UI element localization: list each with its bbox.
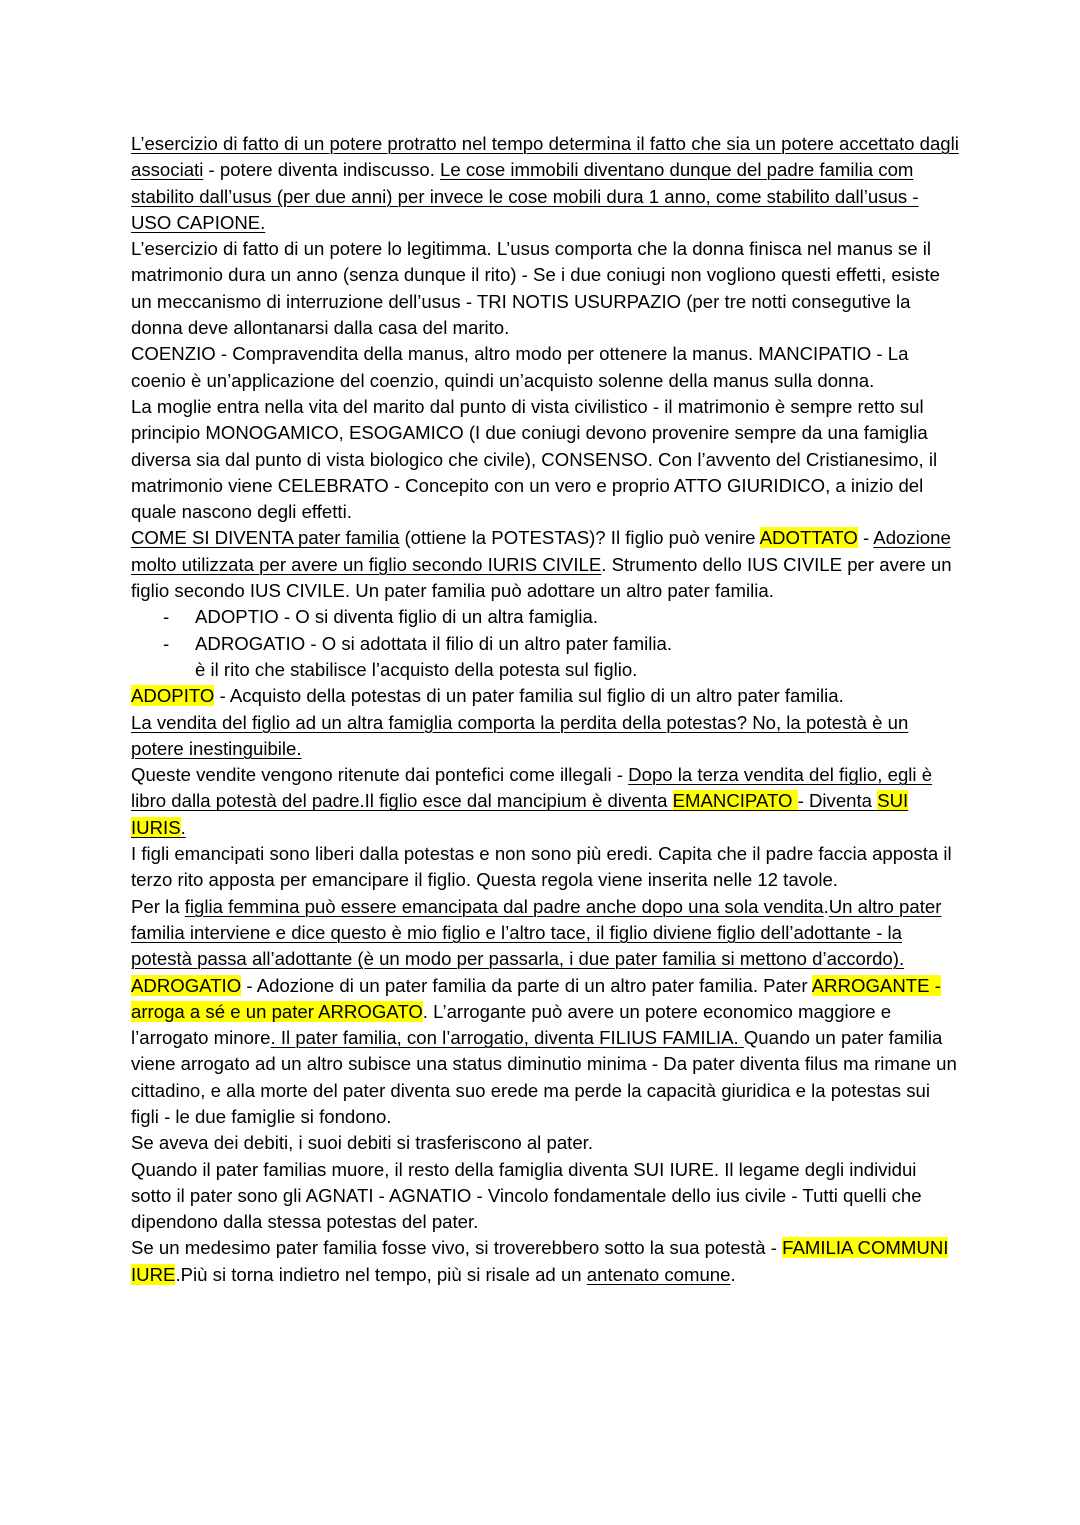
- paragraph-pater-familia: [131, 525, 961, 604]
- paragraph-usus: L’esercizio di fatto di un potere lo legitimma. L’usus comporta che la donna finisca nel manus se il matrimonio dura un anno (senza dunque il rito) - Se i due coniugi non vogliono questi effetti, esiste un meccanismo di interruzione dell’usus - TRI NOTIS USURPAZIO (per tre notti consegutive la donna deve allontanarsi dalla casa del marito.: [131, 238, 940, 339]
- highlighted-text: SUI IURIS: [131, 790, 909, 838]
- paragraph-vendita: [131, 710, 961, 763]
- text: .Più si torna indietro nel tempo, più si risale ad un: [175, 1263, 587, 1285]
- list-item: [131, 631, 961, 657]
- paragraph-usucapione: [131, 131, 961, 236]
- list-continuation: è il rito che stabilisce l’acquisto della potesta sul figlio.: [195, 658, 638, 680]
- text: Se un medesimo pater familia fosse vivo, si troverebbero sotto la sua potestà -: [131, 1237, 783, 1259]
- underlined-text: Dopo la terza vendita del figlio, egli è libro dalla potestà del padre.Il figlio esce dal mancipium è diventa: [131, 764, 933, 812]
- underlined-text: COME SI DIVENTA pater familia: [131, 527, 400, 549]
- text: - Adozione di un pater familia da parte di un altro pater familia. Pater: [241, 974, 812, 996]
- paragraph-emancipazione: [131, 762, 961, 841]
- list-dash: -: [163, 606, 170, 628]
- underlined-text: - Diventa: [797, 790, 878, 812]
- highlighted-text: ADROGATIO: [131, 974, 242, 996]
- highlighted-text: EMANCIPATO: [672, 790, 798, 812]
- text: Per la: [131, 895, 185, 917]
- highlighted-text: FAMILIA COMMUNI IURE: [131, 1237, 949, 1285]
- underlined-text: . Il pater familia, con l’arrogatio, diventa FILIUS FAMILIA.: [270, 1027, 744, 1049]
- list-dash: -: [163, 632, 170, 654]
- text: Quando un pater familia viene arrogato ad un altro subisce una status diminutio minima - Da pater diventa filus ma rimane un cittadino, e alla morte del pater diventa suo erede ma perde la capacità giuridica e la potestas sui figli - le due famiglie si fondono.: [131, 1027, 957, 1127]
- underlined-text: La vendita del figlio ad un altra famiglia comporta la perdita della potestas? No, la potestà è un potere inestinguibile.: [131, 711, 909, 759]
- paragraph-figlia-femmina: [131, 894, 961, 973]
- text: - potere diventa indiscusso.: [203, 159, 441, 181]
- highlighted-text: ADOPITO: [131, 685, 215, 707]
- paragraph-familia-communi-iure: [131, 1235, 961, 1288]
- text: . Strumento dello IUS CIVILE per avere un figlio secondo IUS CIVILE. Un pater familia può adottare un altro pater familia.: [131, 553, 952, 602]
- underlined-text: .: [180, 816, 186, 838]
- underlined-text: Adozione molto utilizzata per avere un figlio secondo IURIS CIVILE: [131, 527, 951, 575]
- paragraph-agnati: Quando il pater familias muore, il resto della famiglia diventa SUI IURE. Il legame degli individui sotto il pater sono gli AGNATI - AGNATIO - Vincolo fondamentale dello ius civile - Tutti quelli che dipendono dalla stessa potestas del pater.: [131, 1158, 922, 1233]
- underlined-text: Un altro pater familia interviene e dice questo è mio figlio e l’altro tace, il figlio diviene figlio dell’adottante - la potestà passa all’adottante (è un modo per passarla, i due pater familia si mettono d’accordo).: [131, 895, 942, 970]
- text: Queste vendite vengono ritenute dai pontefici come illegali -: [131, 764, 629, 786]
- paragraph-debiti: Se aveva dei debiti, i suoi debiti si trasferiscono al pater.: [131, 1132, 594, 1154]
- paragraph-figli-emancipati: I figli emancipati sono liberi dalla potestas e non sono più eredi. Capita che il padre faccia apposta il terzo rito apposta per emancipare il figlio. Questa regola viene inserita nelle 12 tavole.: [131, 843, 952, 891]
- text: - Acquisto della potestas di un pater familia sul figlio di un altro pater familia.: [214, 685, 844, 707]
- adoption-list: [131, 604, 961, 657]
- underlined-text: antenato comune: [586, 1263, 731, 1285]
- text: (ottiene la POTESTAS)? Il figlio può venire: [399, 527, 760, 549]
- highlighted-text: ARROGANTE - arroga a sé e un pater ARROGATO: [131, 974, 941, 1022]
- underlined-text: L’esercizio di fatto di un potere protratto nel tempo determina il fatto che sia un potere accettato dagli associati: [131, 133, 959, 181]
- paragraph-adrogatio: [131, 973, 961, 1131]
- text: -: [857, 527, 874, 549]
- paragraph-adopito: [131, 683, 961, 709]
- list-item: [131, 604, 961, 630]
- paragraph-coenzio: COENZIO - Compravendita della manus, altro modo per ottenere la manus. MANCIPATIO - La coenio è un’applicazione del coenzio, quindi un’acquisto solenne della manus sulla donna.: [131, 343, 909, 391]
- underlined-text: Le cose immobili diventano dunque del padre familia com stabilito dall’usus (per due anni) per invece le cose mobili dura 1 anno, come stabilito dall’usus - USO CAPIONE.: [131, 159, 919, 233]
- text: . L’arrogante può avere un potere economico maggiore e l’arrogato minore: [131, 1000, 892, 1049]
- list-item-text: ADROGATIO - O si adottata il filio di un altro pater familia.: [195, 632, 673, 654]
- document-page: [131, 131, 961, 1288]
- text: .: [730, 1263, 736, 1285]
- list-item-text: ADOPTIO - O si diventa figlio di un altra famiglia.: [195, 606, 599, 628]
- highlighted-text: ADOTTATO: [759, 527, 858, 549]
- underlined-text: figlia femmina può essere emancipata dal padre anche dopo una sola vendita: [184, 895, 824, 917]
- text: .: [823, 895, 829, 917]
- paragraph-matrimonio: La moglie entra nella vita del marito dal punto di vista civilistico - il matrimonio è sempre retto sul principio MONOGAMICO, ESOGAMICO (I due coniugi devono provenire sempre da una famiglia diversa sia dal punto di vista biologico che civile), CONSENSO. Con l’avvento del Cristianesimo, il matrimonio viene CELEBRATO - Concepito con un vero e proprio ATTO GIURIDICO, a inizio del quale nascono degli effetti.: [131, 395, 938, 523]
